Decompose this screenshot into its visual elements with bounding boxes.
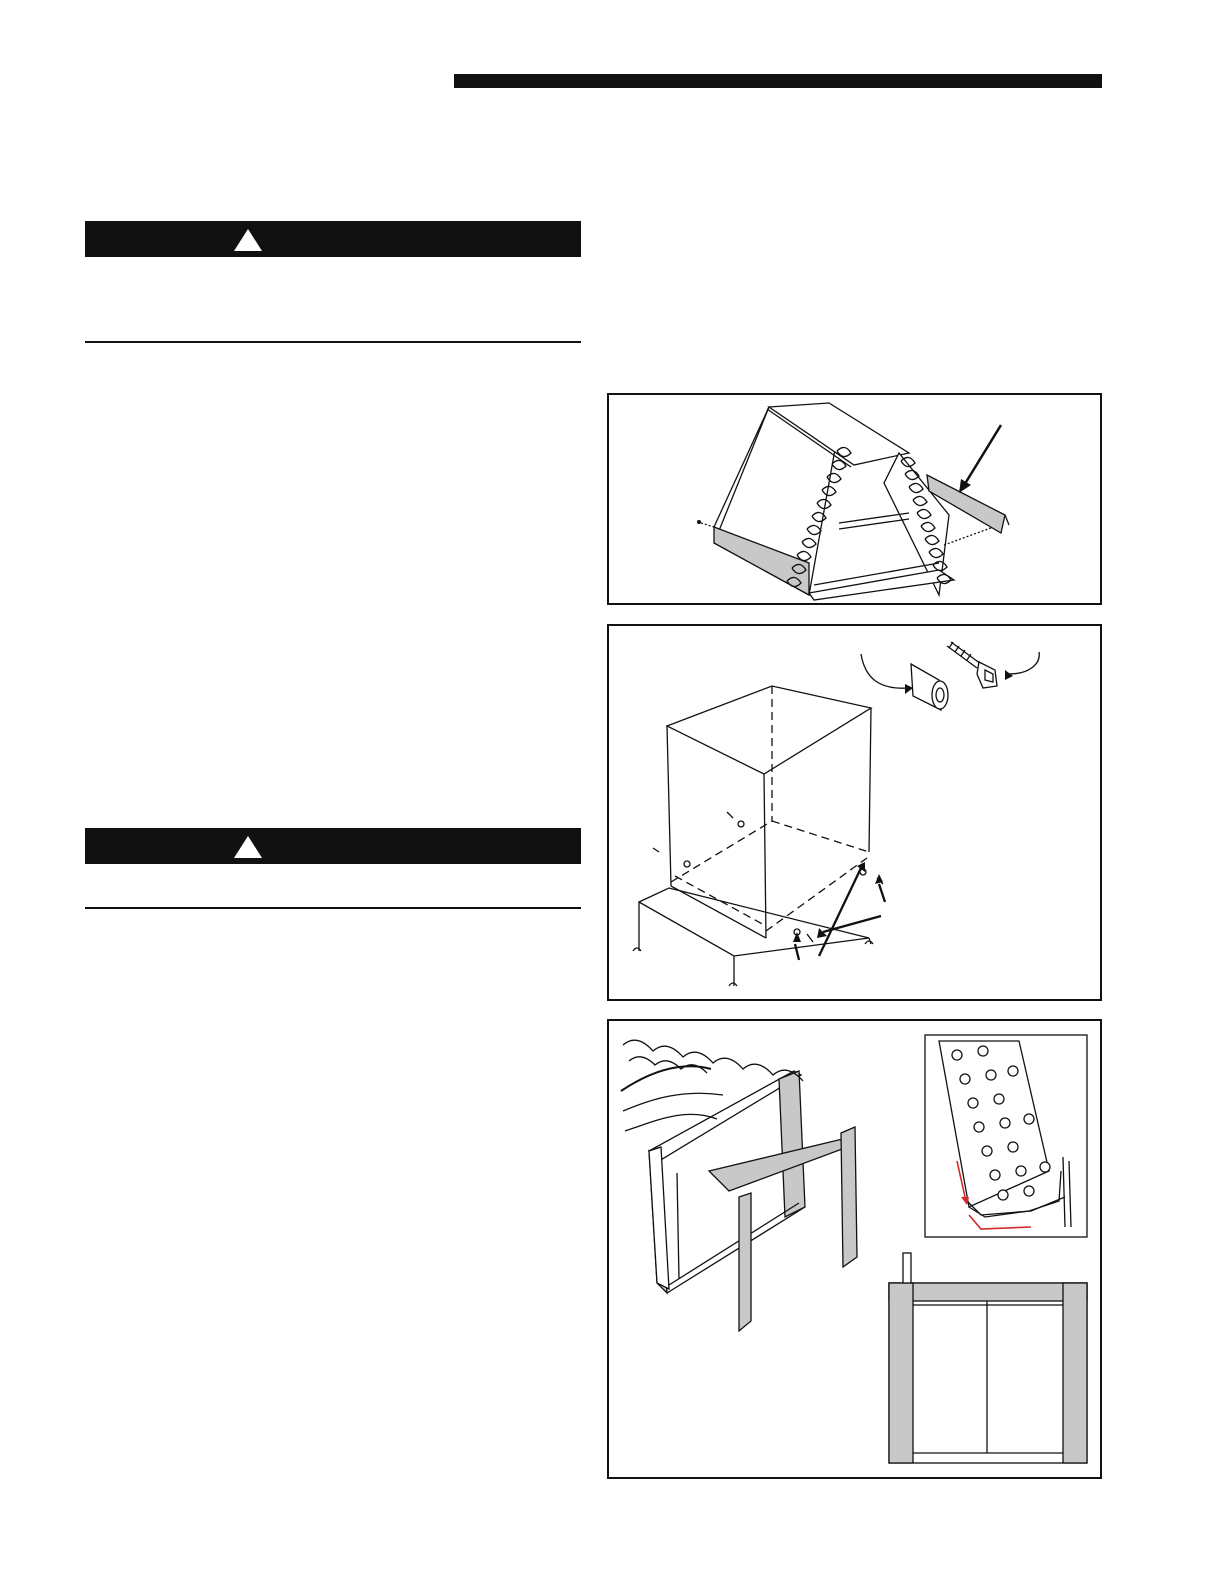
figure-2-cabinet <box>607 624 1102 1001</box>
figure-1-a-coil <box>607 393 1102 605</box>
warning-triangle-icon <box>233 835 263 859</box>
cabinet-screw-illustration <box>609 626 1100 999</box>
baffle-install-illustration <box>609 1021 1100 1477</box>
header-rule <box>454 74 1102 88</box>
warning-divider-2 <box>85 907 581 909</box>
warning-triangle-icon <box>233 228 263 252</box>
warning-banner-1 <box>85 221 581 257</box>
warning-divider-1 <box>85 341 581 343</box>
figure-3-baffles <box>607 1019 1102 1479</box>
warning-banner-2 <box>85 828 581 864</box>
a-coil-illustration <box>609 395 1100 603</box>
